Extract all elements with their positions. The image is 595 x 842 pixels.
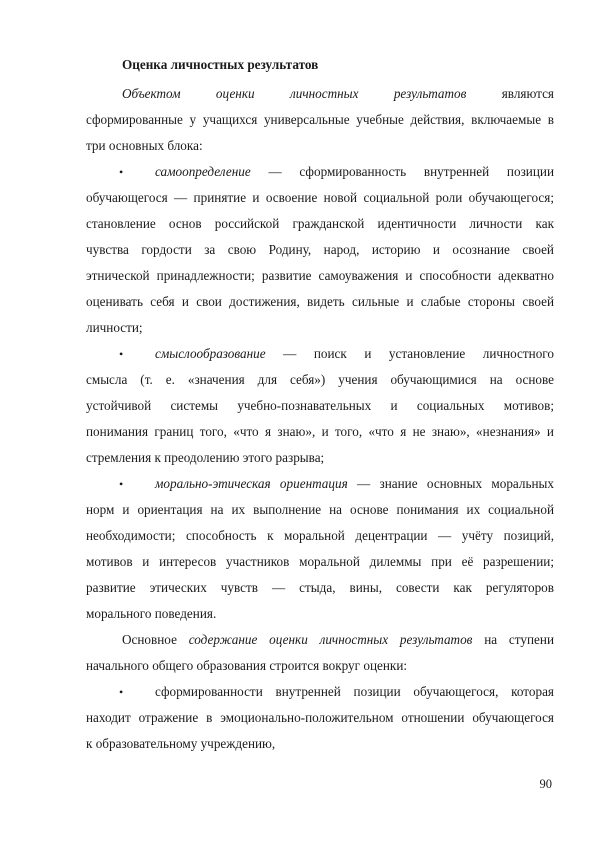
block2-line-5: стремления к преодолению этого разрыва; bbox=[86, 450, 325, 465]
content-para-term: содержание оценки личностных результатов bbox=[188, 632, 473, 647]
block4-line-3: к образовательному учреждению, bbox=[86, 736, 276, 751]
intro-word: являются bbox=[501, 86, 554, 101]
intro-line-3: три основных блока: bbox=[86, 138, 203, 153]
intro-word: результатов bbox=[393, 86, 467, 101]
block3-term: морально-этическая ориентация bbox=[155, 476, 348, 491]
block1-line-7: личности; bbox=[86, 320, 143, 335]
bullet-marker: • bbox=[119, 347, 124, 361]
block1-line-6: оценивать себя и свои достижения, видеть сильные и слабые стороны своей bbox=[86, 294, 554, 309]
intro-line-2: сформированные у учащихся универсальные учебные действия, включаемые в bbox=[86, 112, 554, 127]
intro-word: личностных bbox=[289, 86, 359, 101]
block2-line-3: устойчивой системы учебно-познавательных и социальных мотивов; bbox=[86, 398, 554, 413]
block3-line-1-rest: — знание основных моральных bbox=[357, 476, 554, 491]
intro-word: Объектом bbox=[122, 86, 181, 101]
block1-line-1-rest: — сформированность внутренней позиции bbox=[268, 164, 555, 179]
block1-line-2: обучающегося — принятие и освоение новой социальной роли обучающегося; bbox=[86, 190, 554, 205]
block3-line-6: морального поведения. bbox=[86, 606, 217, 621]
block2-line-1 bbox=[155, 344, 554, 364]
content-para-line-2: начального общего образования строится вокруг оценки: bbox=[86, 658, 408, 673]
block1-line-4: чувства гордости за свою Родину, народ, историю и осознание своей bbox=[86, 242, 554, 257]
block1-line-5: этнической принадлежности; развитие самоуважения и способности адекватно bbox=[86, 268, 554, 283]
section-heading: Оценка личностных результатов bbox=[122, 57, 319, 72]
block2-line-4: понимания границ того, «что я знаю», и того, «что я не знаю», «незнания» и bbox=[86, 424, 554, 439]
intro-word: оценки bbox=[215, 86, 255, 101]
page-number: 90 bbox=[539, 777, 552, 791]
content-para-line-1 bbox=[122, 630, 554, 650]
bullet-marker: • bbox=[119, 477, 124, 491]
block3-line-2: норм и ориентация на их выполнение на основе понимания их социальной bbox=[86, 502, 554, 517]
block2-line-2: смысла (т. е. «значения для себя») учения обучающимися на основе bbox=[86, 372, 554, 387]
bullet-marker: • bbox=[119, 685, 124, 699]
block2-line-1-rest: — поиск и установление личностного bbox=[283, 346, 554, 361]
intro-line-1 bbox=[122, 84, 554, 104]
bullet-marker: • bbox=[119, 165, 124, 179]
block3-line-5: развитие этических чувств — стыда, вины, совести как регуляторов bbox=[86, 580, 554, 595]
block1-line-1 bbox=[155, 162, 554, 182]
content-para-word: на ступени bbox=[484, 632, 554, 647]
block2-term: смыслообразование bbox=[155, 346, 266, 361]
content-para-word: Основное bbox=[122, 632, 177, 647]
block3-line-1 bbox=[155, 474, 554, 494]
block4-line-1: сформированности внутренней позиции обучающегося, которая bbox=[155, 684, 554, 699]
block1-line-3: становление основ российской гражданской идентичности личности как bbox=[86, 216, 554, 231]
block3-line-4: мотивов и интересов участников моральной дилеммы при её разрешении; bbox=[86, 554, 554, 569]
block4-line-2: находит отражение в эмоционально-положительном отношении обучающегося bbox=[86, 710, 554, 725]
block1-term: самоопределение bbox=[155, 164, 251, 179]
block3-line-3: необходимости; способность к моральной децентрации — учёту позиций, bbox=[86, 528, 554, 543]
